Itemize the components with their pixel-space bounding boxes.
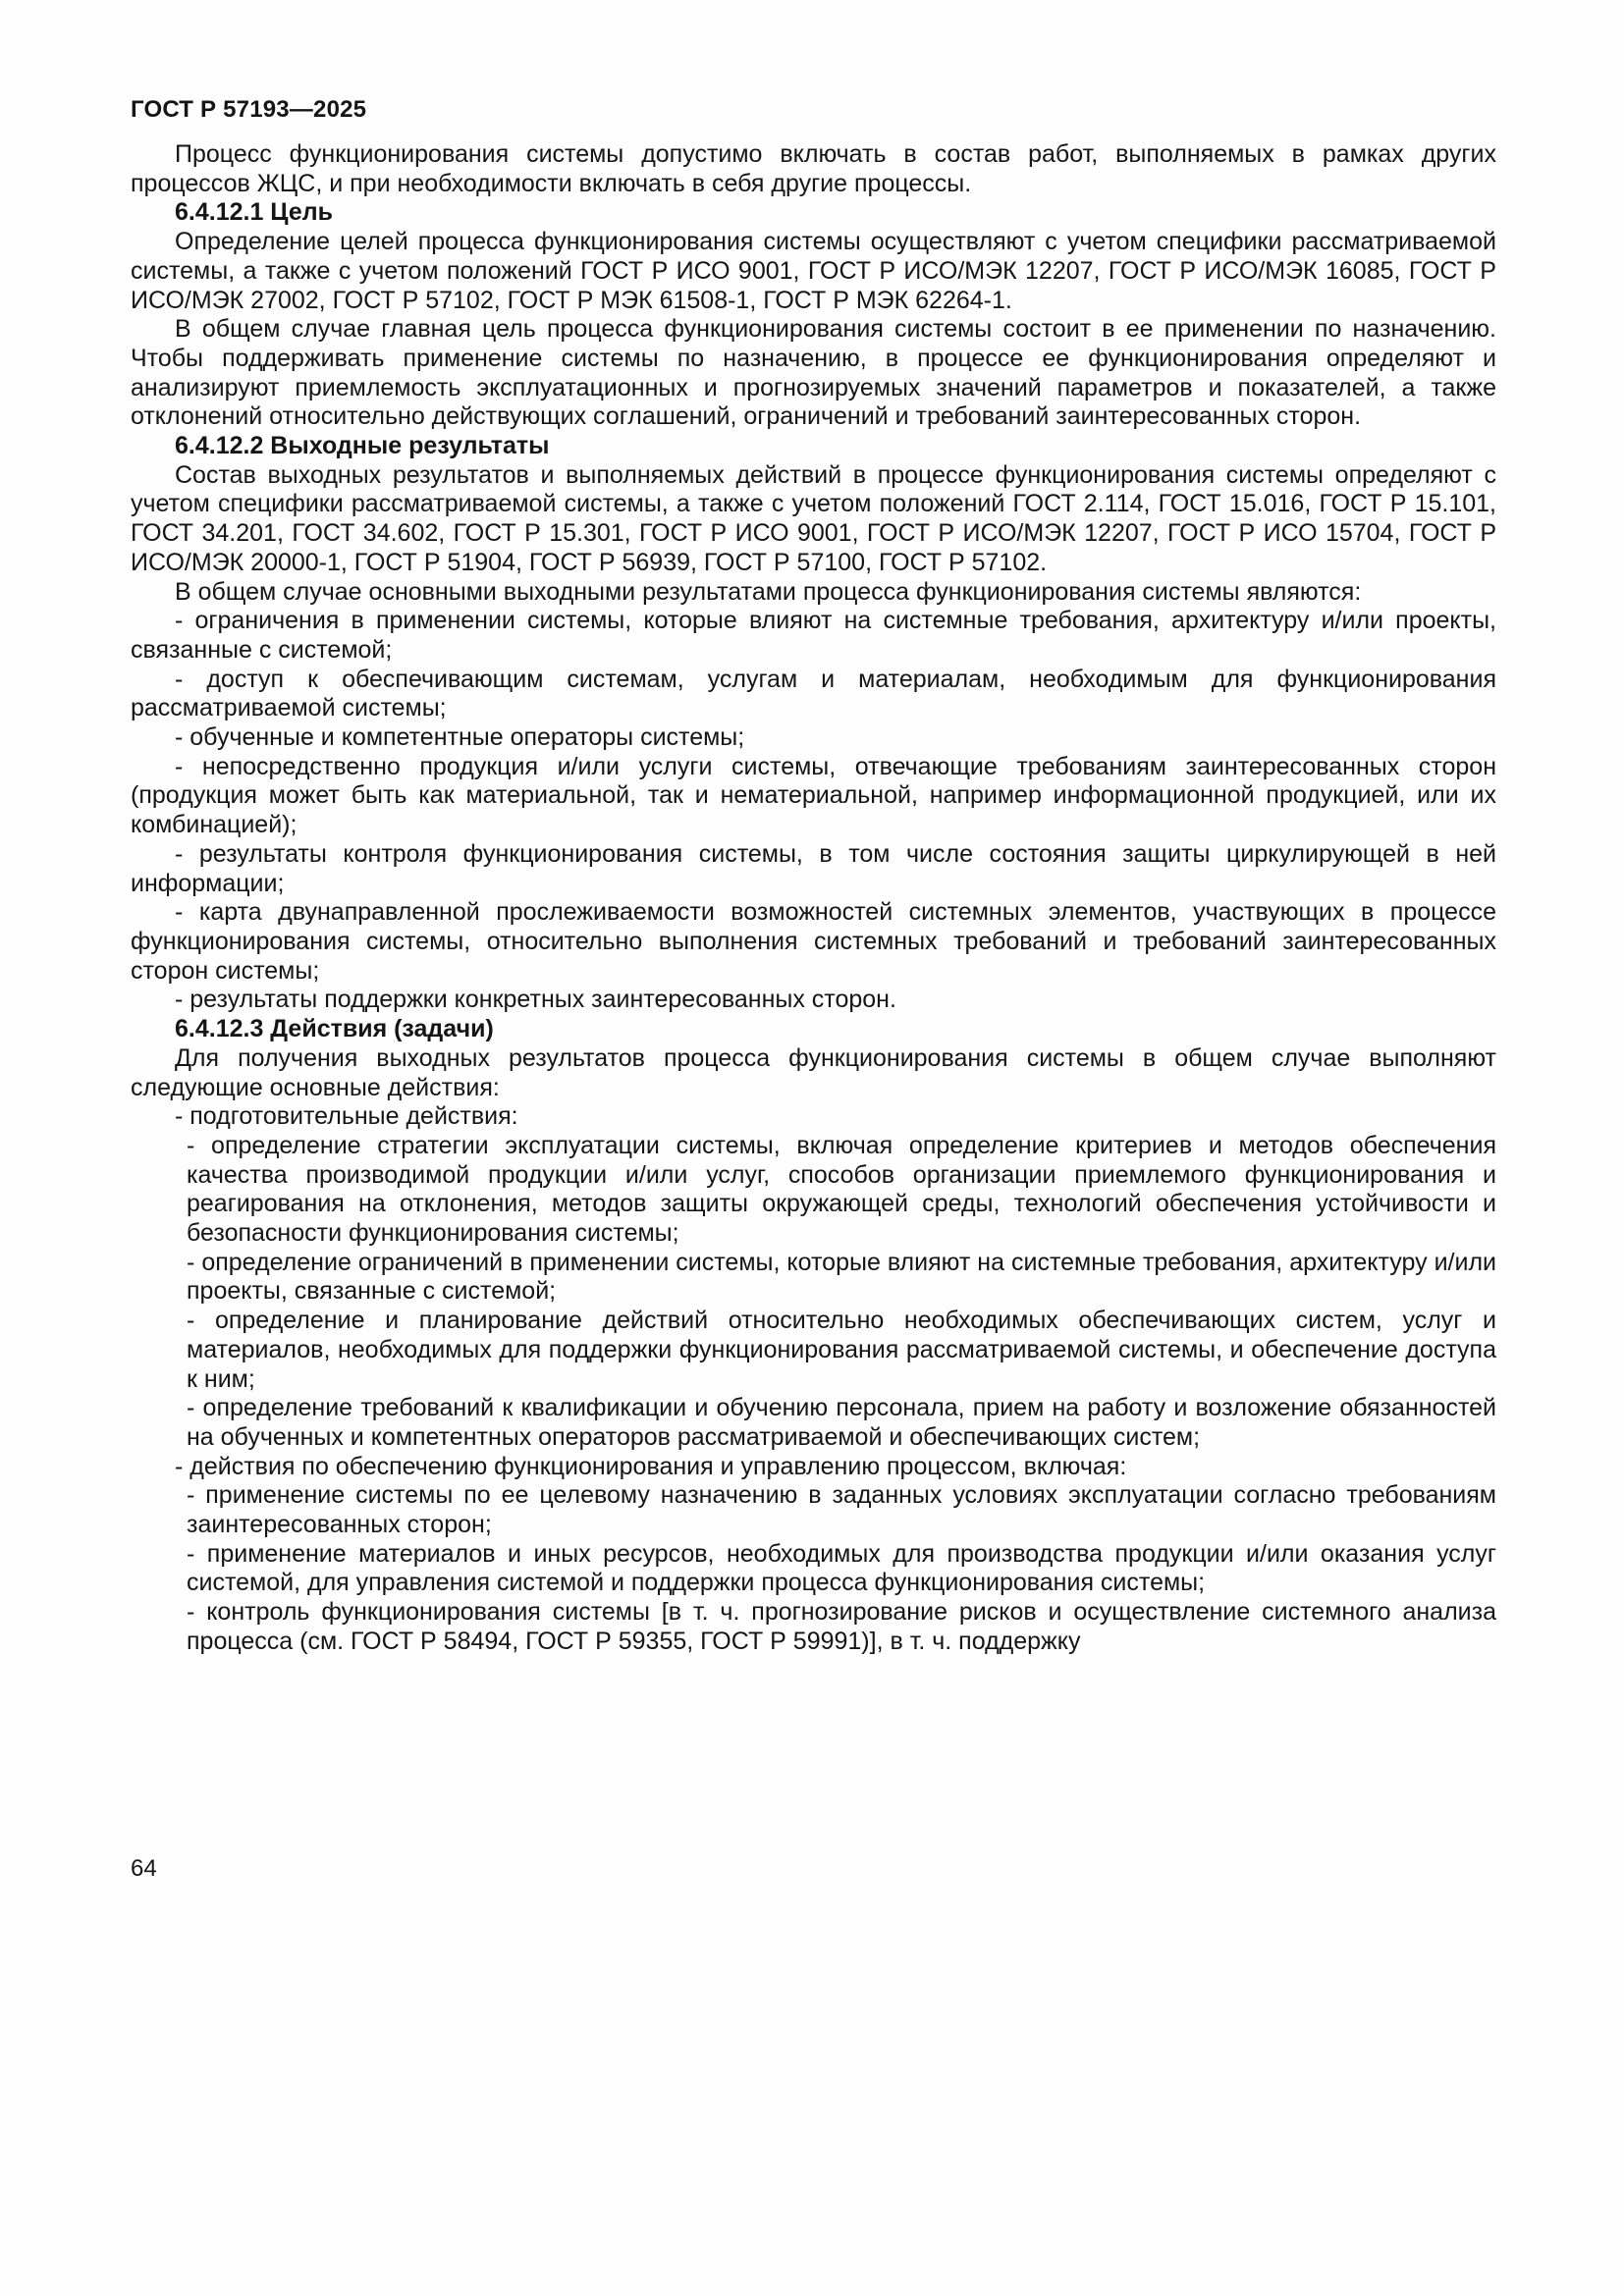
list-item-level2: - контроль функционирования системы [в т. ч. прогнозирование рисков и осуществление системного анализа процесса (см. ГОСТ Р 58494, ГОСТ Р 59355, ГОСТ Р 59991)], в т. ч. поддержку xyxy=(187,1598,1496,1655)
page-number: 64 xyxy=(131,1855,157,1882)
list-item-level2: - определение стратегии эксплуатации системы, включая определение критериев и методов обеспечения качества производимой продукции и/или услуг, способов организации приемлемого функционирования и реагирования на отклонения, методов защиты окружающей среды, технологий обеспечения устойчивости и безопасности функционирования системы; xyxy=(187,1131,1496,1248)
paragraph: Определение целей процесса функционирования системы осуществляют с учетом специфики рассматриваемой системы, а также с учетом положений ГОСТ Р ИСО 9001, ГОСТ Р ИСО/МЭК 12207, ГОСТ Р ИСО/МЭК 16085, ГОСТ Р ИСО/МЭК 27002, ГОСТ Р 57102, ГОСТ Р МЭК 61508-1, ГОСТ Р МЭК 62264-1. xyxy=(131,228,1496,314)
list-item-level1: - результаты контроля функционирования системы, в том числе состояния защиты циркулирующей в ней информации; xyxy=(131,839,1496,897)
subsection-heading: 6.4.12.3 Действия (задачи) xyxy=(175,1015,494,1043)
paragraph: В общем случае главная цель процесса функционирования системы состоит в ее применении по назначению. Чтобы поддерживать применение системы по назначению, в процессе ее функционирования определяют и анализируют приемлемость эксплуатационных и прогнозируемых значений параметров и показателей, а также отклонений относительно действующих соглашений, ограничений и требований заинтересованных сторон. xyxy=(131,315,1496,431)
subsection-heading: 6.4.12.2 Выходные результаты xyxy=(175,432,550,460)
list-item-level1: - обученные и компетентные операторы системы; xyxy=(175,723,745,752)
list-item-level2: - определение требований к квалификации и обучению персонала, прием на работу и возложение обязанностей на обученных и компетентных операторов рассматриваемой и обеспечивающих систем; xyxy=(187,1394,1496,1451)
paragraph: В общем случае основными выходными результатами процесса функционирования системы являются: xyxy=(175,577,1362,606)
list-item-level2: - определение и планирование действий относительно необходимых обеспечивающих систем, услуг и материалов, необходимых для поддержки функционирования рассматриваемой системы, и обеспечение доступа к ним; xyxy=(187,1307,1496,1393)
document-body xyxy=(131,140,1496,1657)
list-item-level1: - подготовительные действия: xyxy=(175,1102,518,1131)
paragraph: Состав выходных результатов и выполняемых действий в процессе функционирования системы определяют с учетом специфики рассматриваемой системы, а также с учетом положений ГОСТ 2.114, ГОСТ 15.016, ГОСТ Р 15.101, ГОСТ 34.201, ГОСТ 34.602, ГОСТ Р 15.301, ГОСТ Р ИСО 9001, ГОСТ Р ИСО/МЭК 12207, ГОСТ Р ИСО 15704, ГОСТ Р ИСО/МЭК 20000-1, ГОСТ Р 51904, ГОСТ Р 56939, ГОСТ Р 57100, ГОСТ Р 57102. xyxy=(131,460,1496,576)
list-item-level1: - непосредственно продукция и/или услуги системы, отвечающие требованиям заинтересованных сторон (продукция может быть как материальной, так и нематериальной, например информационной продукцией, или их комбинацией); xyxy=(131,752,1496,839)
list-item-level1: - действия по обеспечению функционирования и управлению процессом, включая: xyxy=(175,1452,1127,1480)
list-item-level2: - применение системы по ее целевому назначению в заданных условиях эксплуатации согласно требованиям заинтересованных сторон; xyxy=(187,1481,1496,1539)
paragraph: Для получения выходных результатов процесса функционирования системы в общем случае выполняют следующие основные действия: xyxy=(131,1043,1496,1101)
paragraph: Процесс функционирования системы допустимо включать в состав работ, выполняемых в рамках других процессов ЖЦС, и при необходимости включать в себя другие процессы. xyxy=(131,140,1496,197)
list-item-level2: - определение ограничений в применении системы, которые влияют на системные требования, архитектуру и/или проекты, связанные с системой; xyxy=(187,1248,1496,1306)
list-item-level1: - карта двунаправленной прослеживаемости возможностей системных элементов, участвующих в процессе функционирования системы, относительно выполнения системных требований и требований заинтересованных сторон системы; xyxy=(131,898,1496,985)
document-header-code: ГОСТ Р 57193—2025 xyxy=(131,96,367,123)
subsection-heading: 6.4.12.1 Цель xyxy=(175,198,334,227)
list-item-level1: - доступ к обеспечивающим системам, услугам и материалам, необходимым для функционирования рассматриваемой системы; xyxy=(131,665,1496,722)
list-item-level2: - применение материалов и иных ресурсов, необходимых для производства продукции и/или оказания услуг системой, для управления системой и поддержки процесса функционирования системы; xyxy=(187,1539,1496,1597)
list-item-level1: - результаты поддержки конкретных заинтересованных сторон. xyxy=(175,986,896,1014)
list-item-level1: - ограничения в применении системы, которые влияют на системные требования, архитектуру и/или проекты, связанные с системой; xyxy=(131,607,1496,664)
